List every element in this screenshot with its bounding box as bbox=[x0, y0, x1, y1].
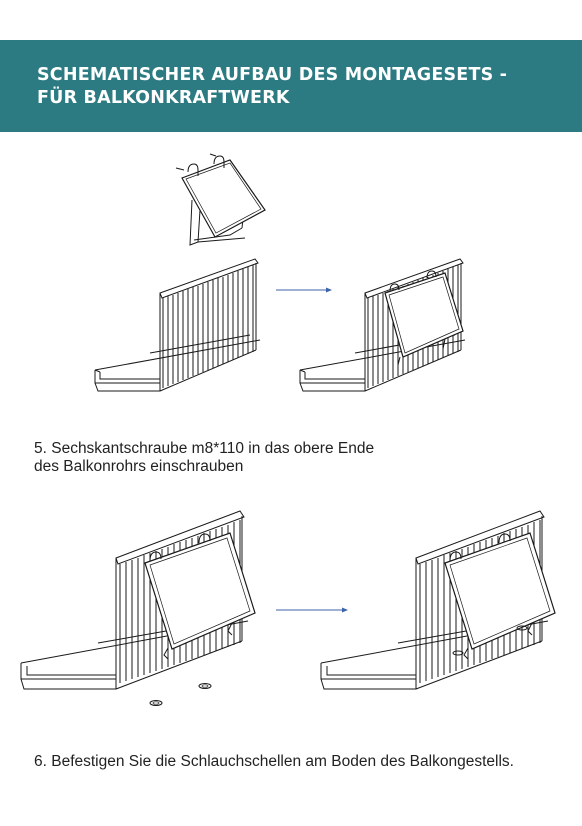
header-banner bbox=[0, 40, 582, 132]
solar-panel-bracket-illustration bbox=[170, 150, 280, 250]
step-5-instruction: 5. Sechskantschraube m8*110 in das obere Ende des Balkonrohrs einschrauben bbox=[34, 440, 375, 475]
balcony-railing-illustration bbox=[90, 253, 270, 398]
balcony-panel-clamps-fixed-illustration bbox=[318, 503, 568, 718]
balcony-panel-clamps-illustration bbox=[18, 503, 268, 718]
step-6-instruction: 6. Befestigen Sie die Schlauchschellen am Boden des Balkongestells. bbox=[34, 753, 514, 770]
balcony-panel-mounted-illustration bbox=[295, 253, 475, 398]
page-title: SCHEMATISCHER AUFBAU DES MONTAGESETS - FÜR BALKONKRAFTWERK bbox=[37, 65, 508, 108]
